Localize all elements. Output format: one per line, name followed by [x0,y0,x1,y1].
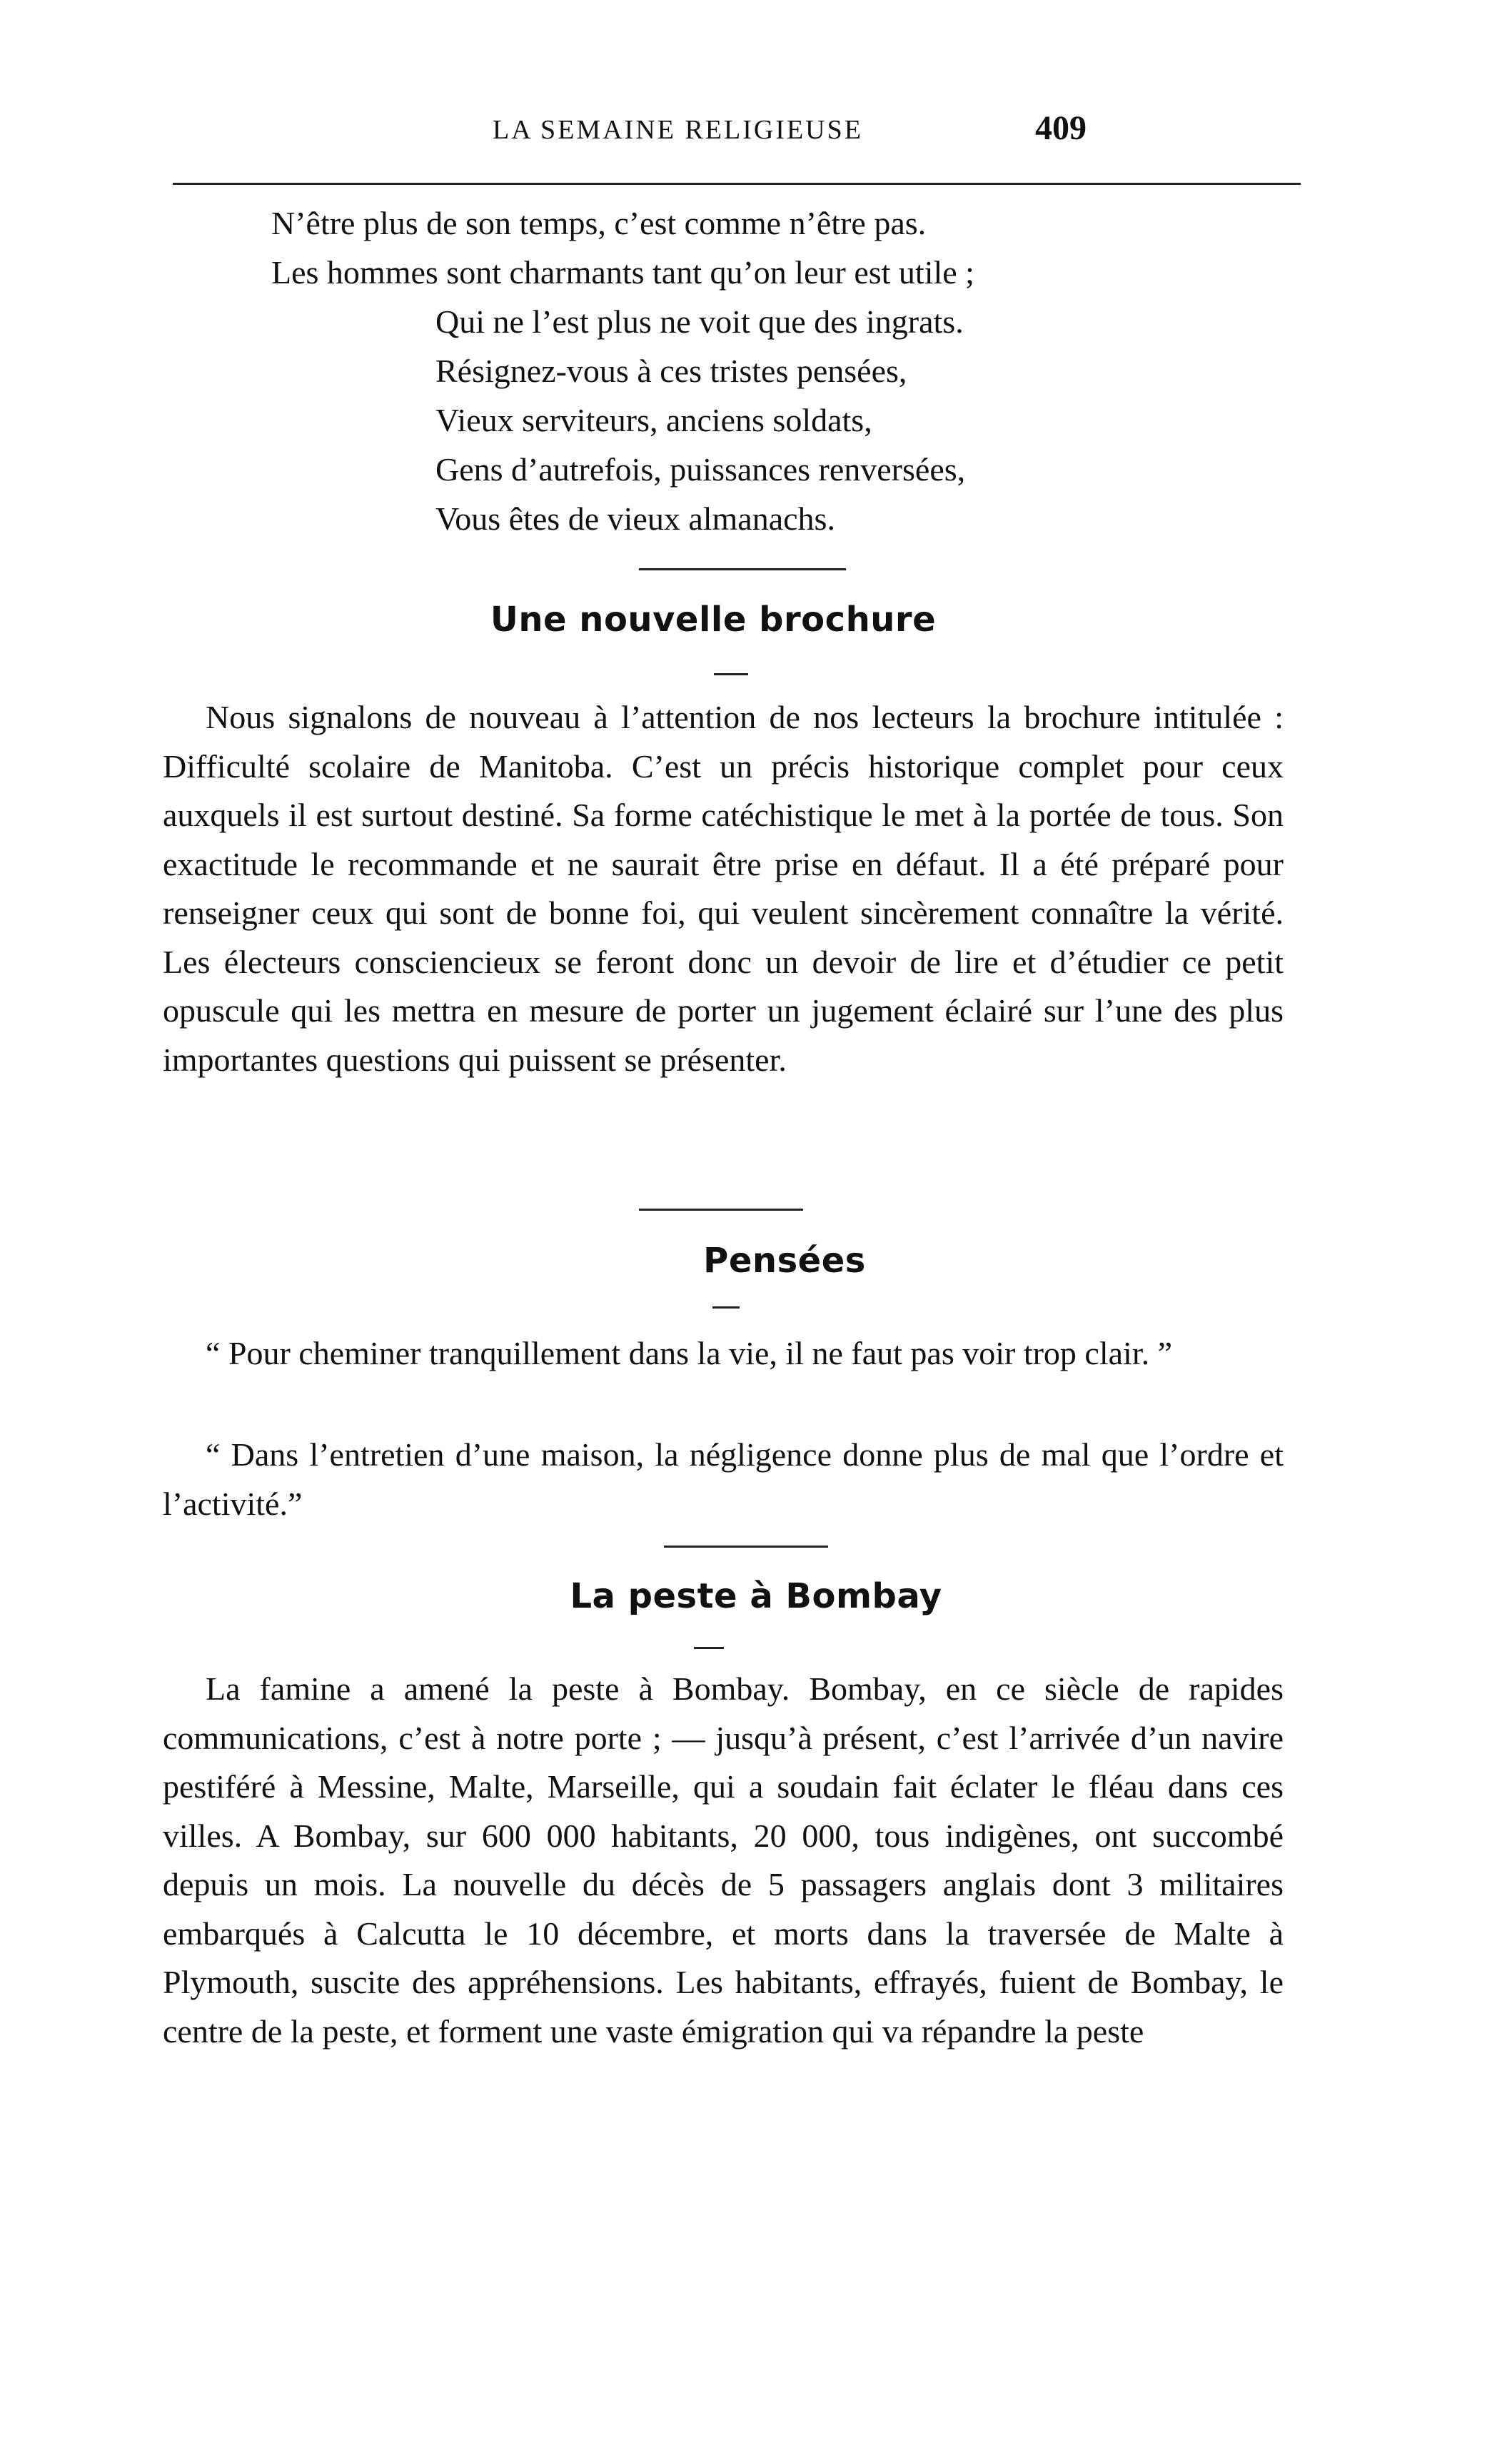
poem-line: Vieux serviteurs, anciens soldats, [435,402,872,438]
paragraph-peste: La famine a amené la peste à Bombay. Bombay, en ce siècle de rapides communications, c’est à notre porte ; — jusqu’à présent, c’est l’arrivée d’un navire pestiféré à Messine, Malte, Marseille, qui a soudain fait éclater le fléau dans ces villes. A Bombay, sur 600 000 habitants, 20 000, tous indigènes, ont succombé depuis un mois. La nouvelle du décès de 5 passagers anglais dont 3 militaires embarqués à Calcutta le 10 décembre, et morts dans la traversée de Malte à Plymouth, suscite des appréhensions. Les habitants, effrayés, fuient de Bombay, le centre de la peste, et forment une vaste émigration qui va répandre la peste [163,1670,1284,2050]
paragraph-brochure: Nous signalons de nouveau à l’attention de nos lecteurs la brochure intitulée : Difficulté scolaire de Manitoba. C’est un précis historique complet pour ceux auxquels il est surtout destiné. Sa forme catéchistique le met à la portée de tous. Son exactitude le recommande et ne saurait être prise en défaut. Il a été préparé pour renseigner ceux qui sont de bonne foi, qui veulent sincèrement connaître la vérité. Les électeurs consciencieux se feront donc un devoir de lire et d’étudier ce petit opuscule qui les mettra en mesure de porter un jugement éclairé sur l’une des plus importantes questions qui puissent se présenter. [163,699,1284,1078]
header-rule [173,183,1301,185]
heading-brochure: Une nouvelle brochure [490,600,937,640]
section-divider [664,1546,828,1548]
poem-line: N’être plus de son temps, c’est comme n’être pas. [271,205,927,241]
page-number: 409 [1035,109,1087,147]
poem-line: Les hommes sont charmants tant qu’on leur est utile ; [271,254,974,291]
poem-line: Résignez-vous à ces tristes pensées, [435,353,907,389]
running-head-title: LA SEMAINE RELIGIEUSE [493,115,863,145]
quote-2: “ Dans l’entretien d’une maison, la négligence donne plus de mal que l’ordre et l’activité.” [163,1436,1284,1522]
poem-stanza [271,198,974,543]
section-divider [639,568,846,570]
poem-line: Vous êtes de vieux almanachs. [435,500,835,537]
heading-pensees: Pensées [703,1241,866,1281]
running-head [0,109,1512,157]
heading-dash [694,1647,724,1649]
heading-peste: La peste à Bombay [570,1576,942,1616]
poem-line: Gens d’autrefois, puissances renversées, [435,451,966,488]
heading-dash [712,1306,740,1309]
section-divider [639,1209,803,1211]
heading-dash [714,673,748,675]
poem-line: Qui ne l’est plus ne voit que des ingrats. [435,303,964,340]
quote-1: “ Pour cheminer tranquillement dans la vie, il ne faut pas voir trop clair. ” [206,1335,1173,1371]
